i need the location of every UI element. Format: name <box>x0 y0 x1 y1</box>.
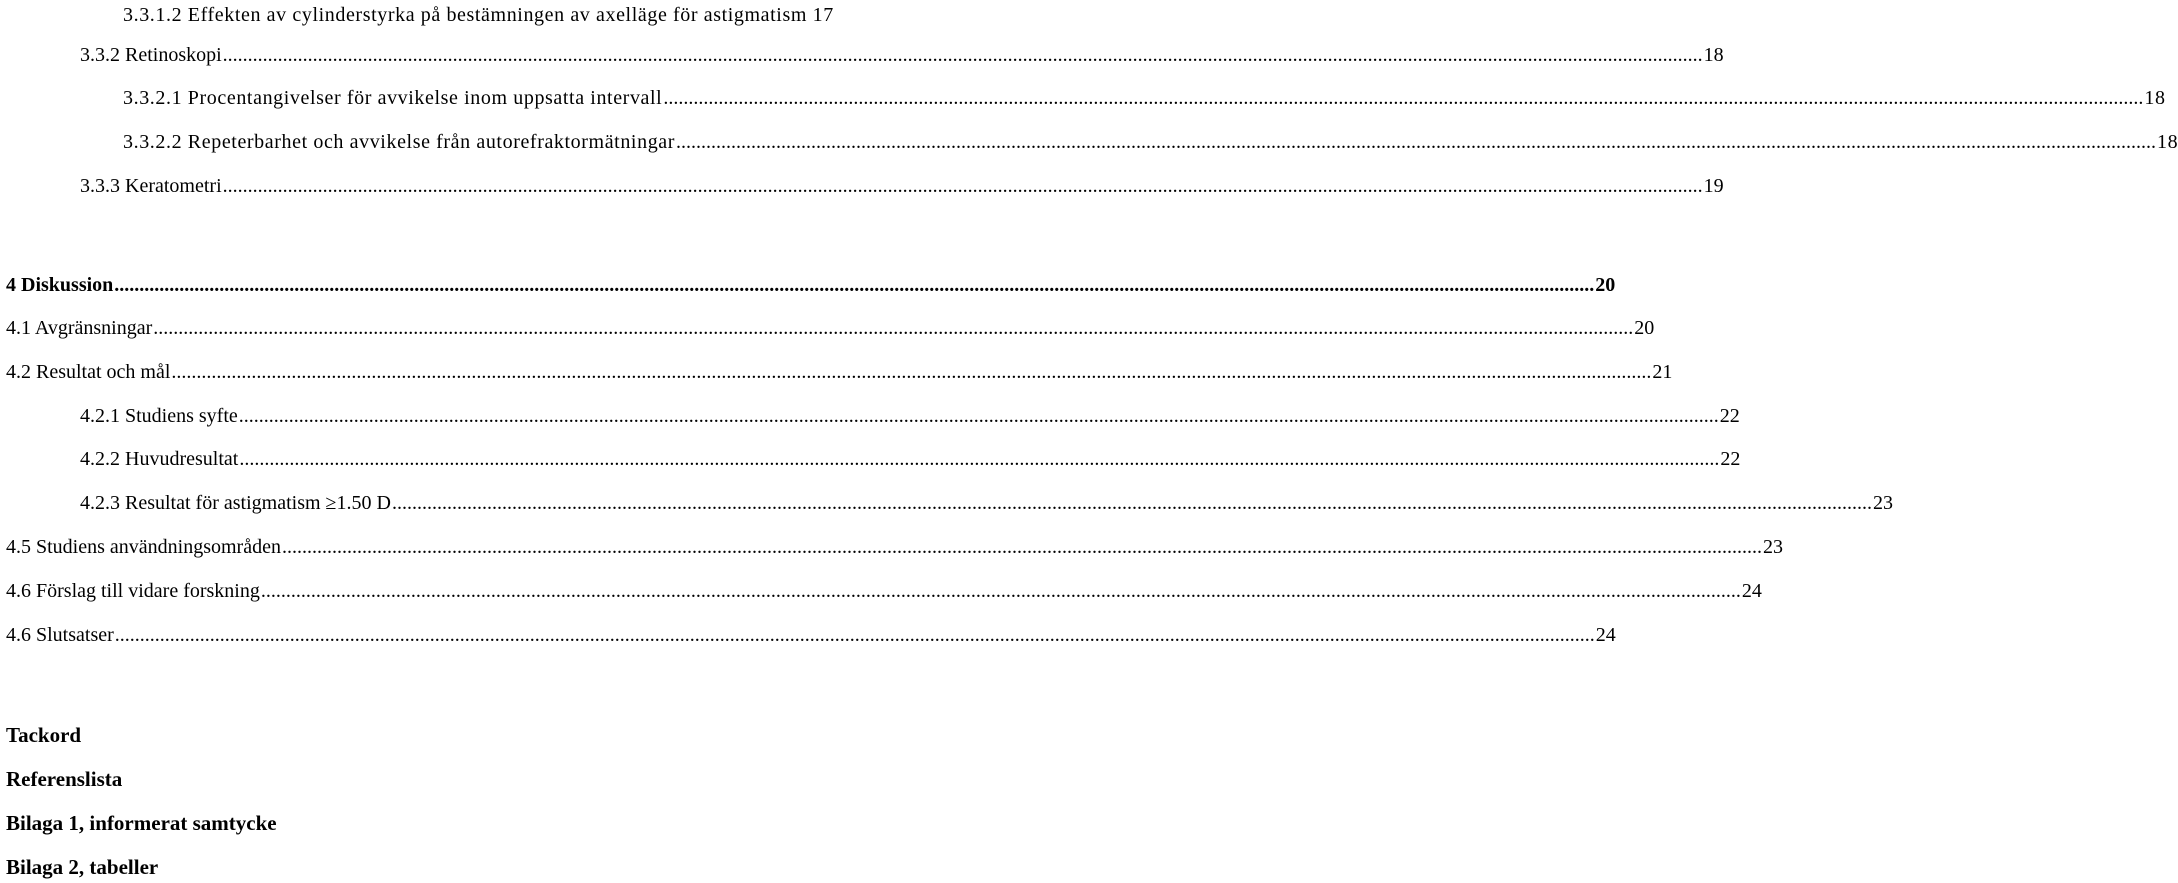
toc-entry-title: 3.3.3 Keratometri <box>80 175 222 197</box>
toc-entry-page: 18 <box>1703 44 1724 66</box>
toc-entry-title: 4.2.2 Huvudresultat <box>80 448 239 470</box>
toc-entry-title: 4.2 Resultat och mål <box>6 361 171 383</box>
toc-entry-page: 21 <box>1652 361 1673 383</box>
dot-leader <box>663 83 2143 113</box>
toc-entry[interactable] <box>80 488 1893 518</box>
toc-entry-title: 4.2.3 Resultat för astigmatism ≥1.50 D <box>80 492 391 514</box>
toc-entry-page: 24 <box>1595 624 1616 646</box>
dot-leader <box>239 444 1719 474</box>
toc-entry-page: 17 <box>812 4 834 26</box>
toc-entry[interactable] <box>80 40 1724 70</box>
toc-entry-title: 4.2.1 Studiens syfte <box>80 405 238 427</box>
dot-leader <box>676 127 2156 157</box>
toc-entry[interactable] <box>6 620 1616 650</box>
toc-entry-title: 4.6 Slutsatser <box>6 624 114 646</box>
dot-leader <box>115 620 1595 650</box>
toc-entry[interactable] <box>6 357 1673 387</box>
dot-leader <box>261 576 1741 606</box>
dot-leader <box>153 313 1633 343</box>
toc-entry[interactable] <box>123 0 953 30</box>
toc-entry[interactable] <box>6 313 1655 343</box>
toc-entry[interactable] <box>123 127 2178 157</box>
toc-entry[interactable] <box>6 532 1783 562</box>
toc-entry-page: 19 <box>1703 175 1724 197</box>
toc-entry[interactable] <box>80 444 1741 474</box>
toc-appendix-entry[interactable]: Referenslista <box>6 767 123 791</box>
toc-entry-page: 20 <box>1595 274 1616 296</box>
toc-appendix-entry[interactable]: Bilaga 2, tabeller <box>6 855 159 879</box>
toc-entry-page: 18 <box>2144 87 2166 109</box>
dot-leader <box>239 401 1719 431</box>
dot-leader <box>114 270 1594 300</box>
dot-leader <box>223 171 1703 201</box>
toc-entry[interactable] <box>123 83 2166 113</box>
dot-leader <box>223 40 1703 70</box>
toc-entry[interactable] <box>6 270 1616 300</box>
toc-entry-title: 3.3.2 Retinoskopi <box>80 44 222 66</box>
toc-entry-page: 22 <box>1720 448 1741 470</box>
dot-leader <box>282 532 1762 562</box>
toc-entry-title: 4 Diskussion <box>6 274 114 296</box>
toc-entry-title: 4.1 Avgränsningar <box>6 317 153 339</box>
dot-leader <box>171 357 1651 387</box>
toc-appendix-entry[interactable]: Tackord <box>6 723 82 747</box>
toc-appendix-entry[interactable]: Bilaga 1, informerat samtycke <box>6 811 277 835</box>
toc-entry-title: 4.5 Studiens användningsområden <box>6 536 281 558</box>
toc-entry-page: 24 <box>1741 580 1762 602</box>
toc-entry-page: 20 <box>1634 317 1655 339</box>
toc-entry-title: 3.3.1.2 Effekten av cylinderstyrka på bestämningen av axelläge för astigmatism <box>123 4 813 26</box>
toc-entry-page: 23 <box>1762 536 1783 558</box>
toc-entry-title: 4.6 Förslag till vidare forskning <box>6 580 260 602</box>
toc-entry-title: 3.3.2.2 Repeterbarhet och avvikelse från autorefraktormätningar <box>123 131 676 153</box>
toc-entry-page: 18 <box>2157 131 2178 153</box>
dot-leader <box>392 488 1872 518</box>
toc-entry[interactable] <box>6 576 1762 606</box>
toc-entry-title: 3.3.2.1 Procentangivelser för avvikelse inom uppsatta intervall <box>123 87 663 109</box>
toc-entry[interactable] <box>80 401 1740 431</box>
toc-entry-page: 23 <box>1872 492 1893 514</box>
toc-entry-page: 22 <box>1719 405 1740 427</box>
toc-entry[interactable] <box>80 171 1724 201</box>
